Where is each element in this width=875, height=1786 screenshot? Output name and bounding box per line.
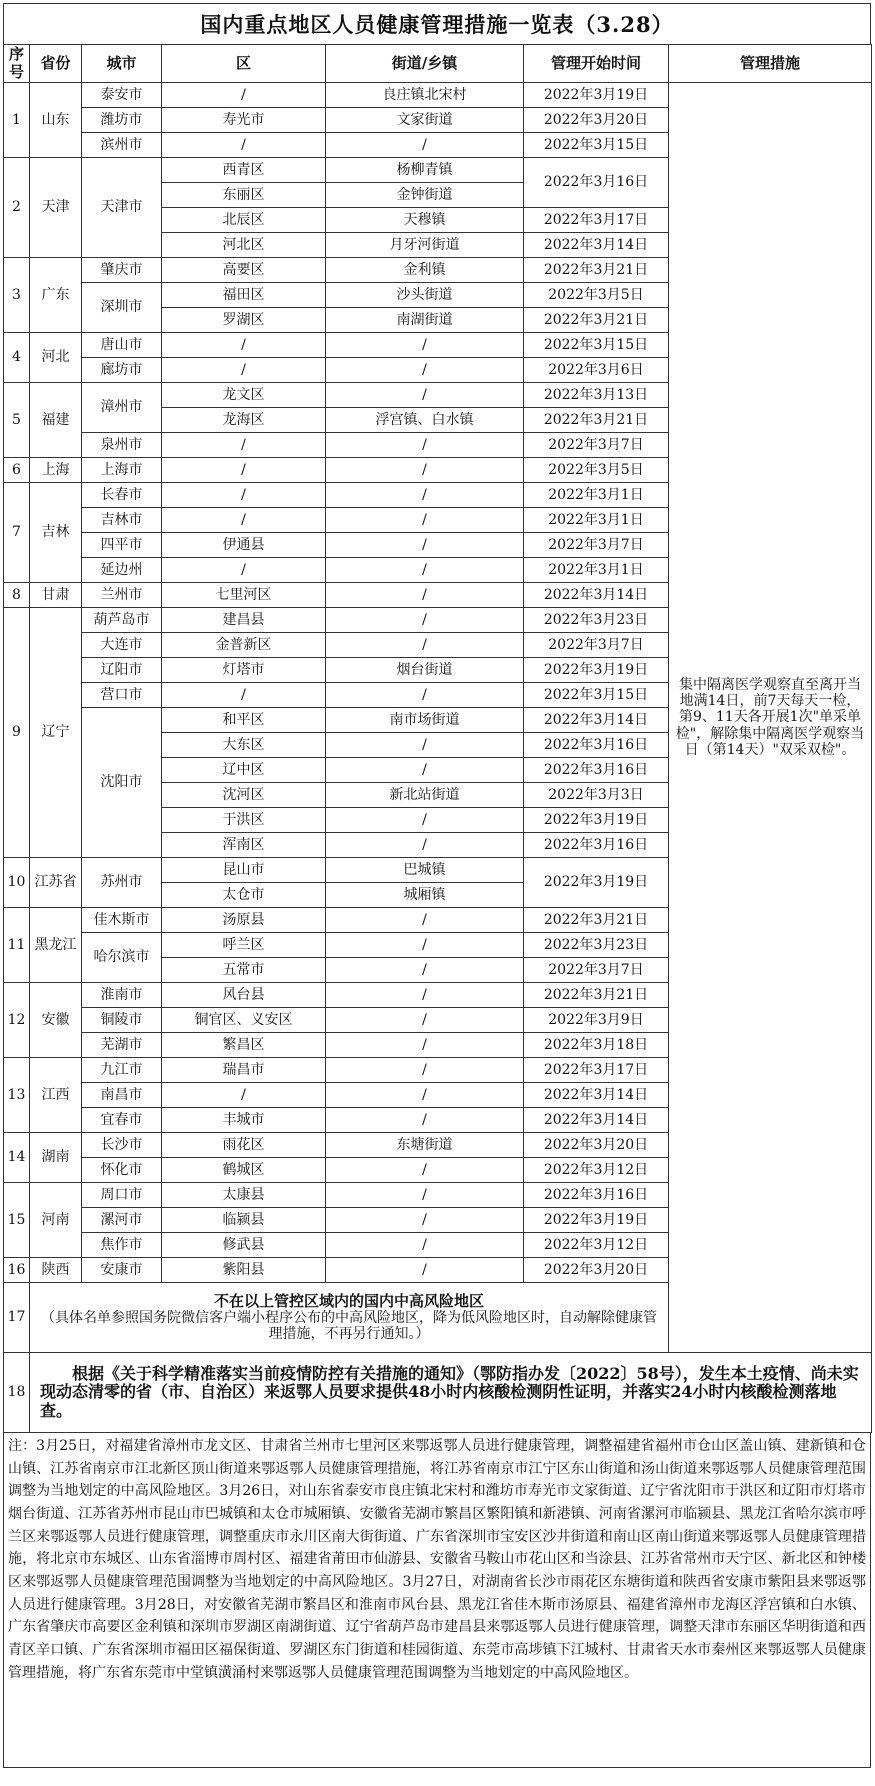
district-cell: 龙文区 xyxy=(162,383,326,408)
district-cell: 龙海区 xyxy=(162,408,326,433)
street-cell: / xyxy=(326,1108,524,1133)
district-cell: 太仓市 xyxy=(162,883,326,908)
start-date-cell: 2022年3月7日 xyxy=(524,533,669,558)
district-cell: 铜官区、义安区 xyxy=(162,1008,326,1033)
city-cell: 潍坊市 xyxy=(82,108,162,133)
district-cell: / xyxy=(162,683,326,708)
row-18 xyxy=(4,1353,872,1433)
city-cell: 上海市 xyxy=(82,458,162,483)
seq-cell: 12 xyxy=(4,983,30,1058)
street-cell: 浮宫镇、白水镇 xyxy=(326,408,524,433)
district-cell: 七里河区 xyxy=(162,583,326,608)
street-cell: / xyxy=(326,1258,524,1283)
district-cell: 沈河区 xyxy=(162,783,326,808)
street-cell: 沙头街道 xyxy=(326,283,524,308)
district-cell: / xyxy=(162,333,326,358)
street-cell: 月牙河街道 xyxy=(326,233,524,258)
city-cell: 吉林市 xyxy=(82,508,162,533)
city-cell: 沈阳市 xyxy=(82,708,162,858)
city-cell: 延边州 xyxy=(82,558,162,583)
city-cell: 长沙市 xyxy=(82,1133,162,1158)
seq-cell: 6 xyxy=(4,458,30,483)
street-cell: / xyxy=(326,1158,524,1183)
street-cell: / xyxy=(326,958,524,983)
street-cell: / xyxy=(326,1058,524,1083)
street-cell: / xyxy=(326,633,524,658)
start-date-cell: 2022年3月5日 xyxy=(524,458,669,483)
district-cell: / xyxy=(162,433,326,458)
seq-cell: 13 xyxy=(4,1058,30,1133)
street-cell: / xyxy=(326,758,524,783)
start-date-cell: 2022年3月20日 xyxy=(524,1258,669,1283)
start-date-cell: 2022年3月14日 xyxy=(524,1083,669,1108)
start-date-cell: 2022年3月19日 xyxy=(524,808,669,833)
street-cell: 南湖街道 xyxy=(326,308,524,333)
district-cell: 昆山市 xyxy=(162,858,326,883)
start-date-cell: 2022年3月21日 xyxy=(524,258,669,283)
start-date-cell: 2022年3月12日 xyxy=(524,1158,669,1183)
row17-heading: 不在以上管控区域内的国内中高风险地区 xyxy=(213,1291,484,1310)
province-cell: 黑龙江 xyxy=(30,908,82,983)
city-cell: 天津市 xyxy=(82,158,162,258)
district-cell: / xyxy=(162,558,326,583)
header-province: 省份 xyxy=(30,45,82,83)
start-date-cell: 2022年3月23日 xyxy=(524,608,669,633)
district-cell: 伊通县 xyxy=(162,533,326,558)
street-cell: / xyxy=(326,458,524,483)
start-date-cell: 2022年3月16日 xyxy=(524,1183,669,1208)
district-cell: 鹤城区 xyxy=(162,1158,326,1183)
street-cell: / xyxy=(326,933,524,958)
seq-cell: 16 xyxy=(4,1258,30,1283)
province-cell: 江苏省 xyxy=(30,858,82,908)
district-cell: 和平区 xyxy=(162,708,326,733)
district-cell: 寿光市 xyxy=(162,108,326,133)
start-date-cell: 2022年3月19日 xyxy=(524,83,669,108)
start-date-cell: 2022年3月17日 xyxy=(524,1058,669,1083)
start-date-cell: 2022年3月14日 xyxy=(524,1108,669,1133)
header-seq: 序号 xyxy=(4,45,30,83)
start-date-cell: 2022年3月15日 xyxy=(524,683,669,708)
district-cell: / xyxy=(162,458,326,483)
seq-cell: 8 xyxy=(4,583,30,608)
district-cell: 西青区 xyxy=(162,158,326,183)
street-cell: / xyxy=(326,1008,524,1033)
seq-cell: 11 xyxy=(4,908,30,983)
district-cell: 罗湖区 xyxy=(162,308,326,333)
district-cell: 瑞昌市 xyxy=(162,1058,326,1083)
street-cell: / xyxy=(326,683,524,708)
district-cell: 繁昌区 xyxy=(162,1033,326,1058)
street-cell: / xyxy=(326,133,524,158)
seq-cell: 9 xyxy=(4,608,30,858)
district-cell: 北辰区 xyxy=(162,208,326,233)
city-cell: 芜湖市 xyxy=(82,1033,162,1058)
city-cell: 怀化市 xyxy=(82,1158,162,1183)
start-date-cell: 2022年3月18日 xyxy=(524,1033,669,1058)
district-cell: 金普新区 xyxy=(162,633,326,658)
seq-cell: 5 xyxy=(4,383,30,458)
city-cell: 肇庆市 xyxy=(82,258,162,283)
start-date-cell: 2022年3月23日 xyxy=(524,933,669,958)
district-cell: 建昌县 xyxy=(162,608,326,633)
district-cell: 河北区 xyxy=(162,233,326,258)
city-cell: 滨州市 xyxy=(82,133,162,158)
city-cell: 兰州市 xyxy=(82,583,162,608)
measure-cell: 集中隔离医学观察直至离开当地满14日，前7天每天一检，第9、11天各开展1次"单采单检"，解除集中隔离医学观察当日（第14天）"双采双检"。 xyxy=(669,83,872,1353)
start-date-cell: 2022年3月20日 xyxy=(524,1133,669,1158)
seq-cell: 3 xyxy=(4,258,30,333)
measures-table xyxy=(3,44,872,1433)
district-cell: 紫阳县 xyxy=(162,1258,326,1283)
district-cell: 于洪区 xyxy=(162,808,326,833)
city-cell: 廊坊市 xyxy=(82,358,162,383)
province-cell: 江西 xyxy=(30,1058,82,1133)
street-cell: / xyxy=(326,383,524,408)
start-date-cell: 2022年3月1日 xyxy=(524,483,669,508)
province-cell: 天津 xyxy=(30,158,82,258)
city-cell: 辽阳市 xyxy=(82,658,162,683)
district-cell: 丰城市 xyxy=(162,1108,326,1133)
street-cell: / xyxy=(326,583,524,608)
province-cell: 甘肃 xyxy=(30,583,82,608)
district-cell: / xyxy=(162,1083,326,1108)
province-cell: 湖南 xyxy=(30,1133,82,1183)
city-cell: 佳木斯市 xyxy=(82,908,162,933)
district-cell: / xyxy=(162,83,326,108)
street-cell: 文家街道 xyxy=(326,108,524,133)
street-cell: 新北站街道 xyxy=(326,783,524,808)
start-date-cell: 2022年3月15日 xyxy=(524,133,669,158)
start-date-cell: 2022年3月16日 xyxy=(524,158,669,208)
header-city: 城市 xyxy=(82,45,162,83)
start-date-cell: 2022年3月7日 xyxy=(524,433,669,458)
seq-cell: 1 xyxy=(4,83,30,158)
street-cell: 金利镇 xyxy=(326,258,524,283)
street-cell: 巴城镇 xyxy=(326,858,524,883)
start-date-cell: 2022年3月7日 xyxy=(524,958,669,983)
city-cell: 周口市 xyxy=(82,1183,162,1208)
start-date-cell: 2022年3月1日 xyxy=(524,558,669,583)
seq-cell: 18 xyxy=(4,1353,30,1433)
start-date-cell: 2022年3月21日 xyxy=(524,908,669,933)
start-date-cell: 2022年3月1日 xyxy=(524,508,669,533)
province-cell: 陕西 xyxy=(30,1258,82,1283)
seq-cell: 15 xyxy=(4,1183,30,1258)
province-cell: 河北 xyxy=(30,333,82,383)
city-cell: 葫芦岛市 xyxy=(82,608,162,633)
street-cell: / xyxy=(326,483,524,508)
header-row xyxy=(4,45,872,83)
start-date-cell: 2022年3月12日 xyxy=(524,1233,669,1258)
city-cell: 营口市 xyxy=(82,683,162,708)
row17-detail: （具体名单参照国务院微信客户端小程序公布的中高风险地区，降为低风险地区时，自动解除健康管理措施，不再另行通知。） xyxy=(41,1310,657,1343)
street-cell: / xyxy=(326,808,524,833)
start-date-cell: 2022年3月19日 xyxy=(524,858,669,908)
street-cell: / xyxy=(326,358,524,383)
street-cell: / xyxy=(326,983,524,1008)
street-cell: / xyxy=(326,1083,524,1108)
city-cell: 南昌市 xyxy=(82,1083,162,1108)
city-cell: 漳州市 xyxy=(82,383,162,433)
notice-cell: 根据《关于科学精准落实当前疫情防控有关措施的通知》（鄂防指办发〔2022〕58号），发生本土疫情、尚未实现动态清零的省（市、自治区）来返鄂人员要求提供48小时内核酸检测阴性证明，并落实24小时内核酸检测落地查。 xyxy=(30,1353,872,1433)
street-cell: 烟台街道 xyxy=(326,658,524,683)
start-date-cell: 2022年3月16日 xyxy=(524,758,669,783)
street-cell: / xyxy=(326,833,524,858)
start-date-cell: 2022年3月14日 xyxy=(524,583,669,608)
district-cell: 临颍县 xyxy=(162,1208,326,1233)
street-cell: 东塘街道 xyxy=(326,1133,524,1158)
street-cell: / xyxy=(326,1183,524,1208)
city-cell: 泉州市 xyxy=(82,433,162,458)
street-cell: / xyxy=(326,608,524,633)
district-cell: / xyxy=(162,358,326,383)
province-cell: 福建 xyxy=(30,383,82,458)
street-cell: / xyxy=(326,908,524,933)
start-date-cell: 2022年3月5日 xyxy=(524,283,669,308)
province-cell: 上海 xyxy=(30,458,82,483)
district-cell: 辽中区 xyxy=(162,758,326,783)
street-cell: 良庄镇北宋村 xyxy=(326,83,524,108)
start-date-cell: 2022年3月17日 xyxy=(524,208,669,233)
street-cell: / xyxy=(326,1208,524,1233)
start-date-cell: 2022年3月14日 xyxy=(524,233,669,258)
street-cell: 杨柳青镇 xyxy=(326,158,524,183)
seq-cell: 10 xyxy=(4,858,30,908)
start-date-cell: 2022年3月9日 xyxy=(524,1008,669,1033)
footnote: 注：3月25日，对福建省漳州市龙文区、甘肃省兰州市七里河区来鄂返鄂人员进行健康管理，调整福建省福州市仓山区盖山镇、建新镇和仓山镇、江苏省南京市江北新区顶山街道来鄂返鄂人员健康管理措施，将江苏省南京市江宁区东山街道和汤山街道来鄂返鄂人员健康管理范围调整为当地划定的中高风险地区。3月26日，对山东省泰安市良庄镇北宋村和潍坊市寿光市文家街道、辽宁省沈阳市于洪区和辽阳市灯塔市烟台街道、江苏省苏州市昆山市巴城镇和太仓市城厢镇、安徽省芜湖市繁昌区繁阳镇和新港镇、河南省漯河市临颍县、黑龙江省哈尔滨市呼兰区来鄂返鄂人员进行健康管理，调整重庆市永川区南大街街道、广东省深圳市宝安区沙井街道和南山区南山街道来鄂返鄂人员健康管理措施，将北京市东城区、山东省淄博市周村区、福建省莆田市仙游县、安徽省马鞍山市花山区和当涂县、江苏省常州市天宁区、新北区和钟楼区来鄂返鄂人员健康管理范围调整为当地划定的中高风险地区。3月27日，对湖南省长沙市雨花区东塘街道和陕西省安康市紫阳县来鄂返鄂人员进行健康管理。3月28日，对安徽省芜湖市繁昌区和淮南市风台县、黑龙江省佳木斯市汤原县、福建省漳州市龙海区浮宫镇和白水镇、广东省肇庆市高要区金利镇和深圳市罗湖区南湖街道、辽宁省葫芦岛市建昌县来鄂返鄂人员进行健康管理，调整天津市东丽区华明街道和西青区辛口镇、广东省深圳市福田区福保街道、罗湖区东门街道和桂园街道、东莞市高埗镇下江城村、甘肃省天水市秦州区来鄂返鄂人员健康管理措施，将广东省东莞市中堂镇潢涌村来鄂返鄂人员健康管理范围调整为当地划定的中高风险地区。 xyxy=(3,1433,871,1768)
district-cell: 灯塔市 xyxy=(162,658,326,683)
start-date-cell: 2022年3月7日 xyxy=(524,633,669,658)
header-measure: 管理措施 xyxy=(669,45,872,83)
city-cell: 宜春市 xyxy=(82,1108,162,1133)
street-cell: 城厢镇 xyxy=(326,883,524,908)
seq-cell: 14 xyxy=(4,1133,30,1183)
city-cell: 哈尔滨市 xyxy=(82,933,162,983)
sheet-title: 国内重点地区人员健康管理措施一览表（3.28） xyxy=(3,3,871,44)
start-date-cell: 2022年3月15日 xyxy=(524,333,669,358)
start-date-cell: 2022年3月19日 xyxy=(524,1208,669,1233)
province-cell: 山东 xyxy=(30,83,82,158)
district-cell: 太康县 xyxy=(162,1183,326,1208)
seq-cell: 4 xyxy=(4,333,30,383)
start-date-cell: 2022年3月19日 xyxy=(524,658,669,683)
header-street: 街道/乡镇 xyxy=(326,45,524,83)
health-management-sheet xyxy=(3,3,871,1768)
city-cell: 焦作市 xyxy=(82,1233,162,1258)
district-cell: 呼兰区 xyxy=(162,933,326,958)
city-cell: 唐山市 xyxy=(82,333,162,358)
start-date-cell: 2022年3月13日 xyxy=(524,383,669,408)
district-cell: 福田区 xyxy=(162,283,326,308)
start-date-cell: 2022年3月6日 xyxy=(524,358,669,383)
province-cell: 辽宁 xyxy=(30,608,82,858)
high-risk-cell xyxy=(30,1283,669,1353)
street-cell: / xyxy=(326,533,524,558)
district-cell: 高要区 xyxy=(162,258,326,283)
city-cell: 漯河市 xyxy=(82,1208,162,1233)
district-cell: / xyxy=(162,483,326,508)
city-cell: 铜陵市 xyxy=(82,1008,162,1033)
start-date-cell: 2022年3月16日 xyxy=(524,733,669,758)
street-cell: 天穆镇 xyxy=(326,208,524,233)
header-district: 区 xyxy=(162,45,326,83)
street-cell: / xyxy=(326,508,524,533)
start-date-cell: 2022年3月21日 xyxy=(524,308,669,333)
city-cell: 苏州市 xyxy=(82,858,162,908)
street-cell: / xyxy=(326,1233,524,1258)
seq-cell: 17 xyxy=(4,1283,30,1353)
province-cell: 安徽 xyxy=(30,983,82,1058)
district-cell: 修武县 xyxy=(162,1233,326,1258)
city-cell: 安康市 xyxy=(82,1258,162,1283)
start-date-cell: 2022年3月16日 xyxy=(524,833,669,858)
city-cell: 淮南市 xyxy=(82,983,162,1008)
header-start-time: 管理开始时间 xyxy=(524,45,669,83)
street-cell: / xyxy=(326,333,524,358)
province-cell: 吉林 xyxy=(30,483,82,583)
street-cell: / xyxy=(326,433,524,458)
street-cell: / xyxy=(326,558,524,583)
city-cell: 九江市 xyxy=(82,1058,162,1083)
table-body xyxy=(4,45,872,1433)
district-cell: 汤原县 xyxy=(162,908,326,933)
street-cell: / xyxy=(326,1033,524,1058)
district-cell: 浑南区 xyxy=(162,833,326,858)
province-cell: 河南 xyxy=(30,1183,82,1258)
seq-cell: 7 xyxy=(4,483,30,583)
city-cell: 四平市 xyxy=(82,533,162,558)
start-date-cell: 2022年3月3日 xyxy=(524,783,669,808)
province-cell: 广东 xyxy=(30,258,82,333)
start-date-cell: 2022年3月20日 xyxy=(524,108,669,133)
city-cell: 泰安市 xyxy=(82,83,162,108)
city-cell: 长春市 xyxy=(82,483,162,508)
city-cell: 大连市 xyxy=(82,633,162,658)
street-cell: / xyxy=(326,733,524,758)
table-row xyxy=(4,83,872,108)
start-date-cell: 2022年3月21日 xyxy=(524,983,669,1008)
district-cell: 大东区 xyxy=(162,733,326,758)
district-cell: 雨花区 xyxy=(162,1133,326,1158)
city-cell: 深圳市 xyxy=(82,283,162,333)
seq-cell: 2 xyxy=(4,158,30,258)
street-cell: 金钟街道 xyxy=(326,183,524,208)
district-cell: 风台县 xyxy=(162,983,326,1008)
district-cell: / xyxy=(162,508,326,533)
start-date-cell: 2022年3月21日 xyxy=(524,408,669,433)
start-date-cell: 2022年3月14日 xyxy=(524,708,669,733)
district-cell: / xyxy=(162,133,326,158)
street-cell: 南市场街道 xyxy=(326,708,524,733)
district-cell: 东丽区 xyxy=(162,183,326,208)
district-cell: 五常市 xyxy=(162,958,326,983)
